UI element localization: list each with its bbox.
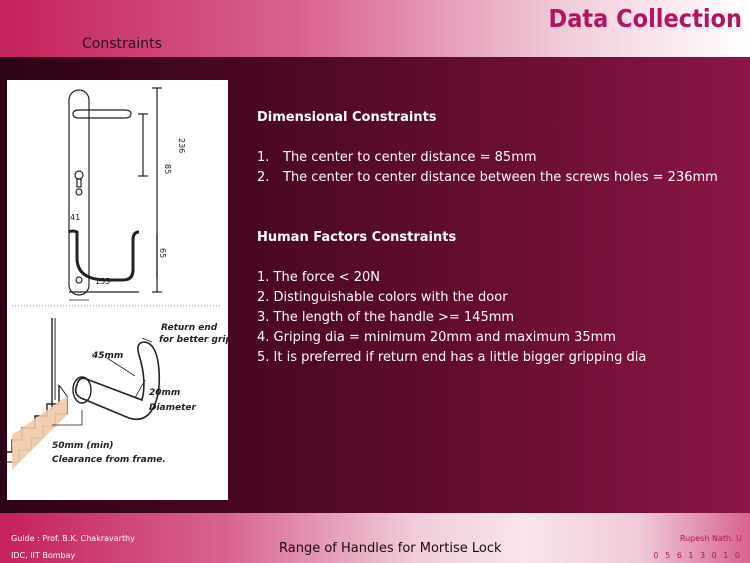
list-item: 4. Griping dia = minimum 20mm and maximum 35mm bbox=[257, 330, 616, 345]
constraints-content bbox=[257, 108, 718, 368]
dim-65-label: 65 bbox=[158, 248, 167, 259]
return-end-label-2: for better grip. bbox=[159, 335, 228, 345]
page-title: Data Collection bbox=[548, 4, 742, 33]
dim-85-label: 85 bbox=[163, 164, 172, 175]
handle-elevation-drawing bbox=[69, 88, 162, 300]
footer-title: Range of Handles for Mortise Lock bbox=[279, 541, 502, 556]
roll-number: 0 5 6 1 3 0 1 0 bbox=[653, 551, 742, 560]
guide-credit: Guide : Prof. B.K. Chakravarthy bbox=[11, 534, 135, 543]
dim-41-label: 41 bbox=[70, 213, 81, 222]
dim-45mm-label: 45mm bbox=[92, 351, 124, 361]
dim-155-label: 155 bbox=[95, 277, 111, 286]
dim-236-label: 236 bbox=[177, 138, 186, 154]
clearance-label-2: Clearance from frame. bbox=[52, 455, 166, 465]
section-subtitle: Constraints bbox=[82, 36, 162, 52]
dimensional-heading: Dimensional Constraints bbox=[257, 110, 437, 125]
clearance-label-1: 50mm (min) bbox=[52, 441, 114, 451]
diameter-label-2: Diameter bbox=[149, 403, 196, 413]
human-factors-list bbox=[257, 268, 718, 368]
list-item: 1. The force < 20N bbox=[257, 270, 381, 285]
handle-drawings bbox=[7, 80, 228, 500]
human-factors-heading: Human Factors Constraints bbox=[257, 230, 457, 245]
return-end-label-1: Return end bbox=[161, 323, 218, 333]
illustration-panel bbox=[7, 80, 228, 500]
diameter-label-1: 20mm bbox=[149, 388, 181, 398]
list-item: 2. The center to center distance between the screws holes = 236mm bbox=[257, 170, 718, 185]
list-item: 5. It is preferred if return end has a little bigger gripping dia bbox=[257, 350, 647, 365]
institute-credit: IDC, IIT Bombay bbox=[11, 551, 76, 560]
list-item: 2. Distinguishable colors with the door bbox=[257, 290, 508, 305]
list-item: 3. The length of the handle >= 145mm bbox=[257, 310, 515, 325]
author-name: Rupesh Nath. U bbox=[679, 534, 742, 543]
dimensional-list bbox=[257, 148, 718, 188]
list-item: 1. The center to center distance = 85mm bbox=[257, 150, 537, 165]
